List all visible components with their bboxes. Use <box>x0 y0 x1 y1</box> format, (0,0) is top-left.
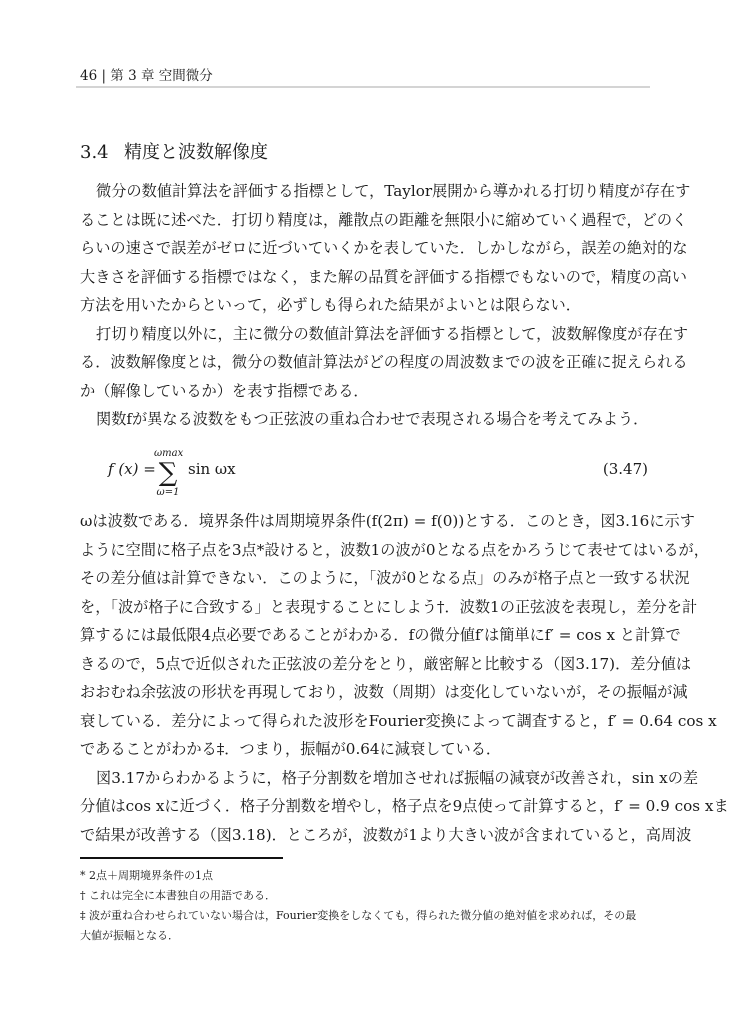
text-line: 図3.17からわかるように，格子分割数を増加させれば振幅の減衰が改善され，sin xの差 <box>96 768 699 787</box>
text-line: その差分値は計算できない．このように，「波が0となる点」のみが格子点と一致する状況 <box>80 569 690 588</box>
footnote: ‡ 波が重ね合わせられていない場合は，Fourier変換をしなくても，得られた微分値の絶対値を求めれば，その最 <box>80 909 637 922</box>
footnote: † これは完全に本書独自の用語である． <box>80 889 276 902</box>
equation-rhs: sin ωx <box>188 460 236 478</box>
text-line: 算するには最低限4点必要であることがわかる．fの微分値f′は簡単にf′ = cos x と計算で <box>80 626 681 645</box>
text-line: 関数fが異なる波数をもつ正弦波の重ね合わせで表現される場合を考えてみよう． <box>96 410 649 429</box>
section-heading <box>80 138 268 164</box>
text-line: 衰している．差分によって得られた波形をFourier変換によって調査すると，f′ = 0.64 cos x <box>80 711 717 730</box>
text-line: きるので，5点で近似された正弦波の差分をとり，厳密解と比較する（図3.17)．差分値は <box>80 654 692 673</box>
sum-lower-limit: ω=1 <box>156 487 180 498</box>
text-line: る．波数解像度とは，微分の数値計算法がどの程度の周波数までの波を正確に捉えられる <box>80 353 688 372</box>
text-line: ることは既に述べた．打切り精度は，離散点の距離を無限小に縮めていく過程で，どのく <box>80 210 688 229</box>
footnote-rule <box>80 857 283 859</box>
text-line: 方法を用いたからといって，必ずしも得られた結果がよいとは限らない． <box>80 296 581 315</box>
footnote: 大値が振幅となる． <box>80 929 179 942</box>
sum-symbol: ∑ <box>158 458 178 488</box>
text-line: らいの速さで誤差がゼロに近づいていくかを表していた．しかしながら，誤差の絶対的な <box>80 239 688 258</box>
equation-3-47 <box>80 448 648 504</box>
sum-upper-limit: ωmax <box>154 448 184 459</box>
equation-number: (3.47) <box>602 460 648 478</box>
equation-lhs: f (x) = <box>108 460 156 478</box>
text-line: ωは波数である．境界条件は周期境界条件(f(2π) = f(0))とする．このとき，図3.16に示す <box>80 512 695 530</box>
text-line: を，「波が格子に合致する」と表現することにしよう†．波数1の正弦波を表現し，差分を計 <box>80 597 698 616</box>
text-line: おおむね余弦波の形状を再現しており，波数（周期）は変化していないが，その振幅が減 <box>80 683 688 702</box>
text-line: 微分の数値計算法を評価する指標として，Taylor展開から導かれる打切り精度が存在す <box>96 182 691 200</box>
body-text-block-2 <box>80 507 729 850</box>
running-head: 46 | 第 3 章 空間微分 <box>80 68 213 84</box>
text-line: で結果が改善する（図3.18)．ところが，波数が1より大きい波が含まれていると，高周波 <box>80 826 692 845</box>
text-line: か（解像しているか）を表す指標である． <box>80 381 369 400</box>
footnote: * 2点＋周期境界条件の1点 <box>80 869 213 882</box>
header-rule <box>76 86 650 88</box>
section-number: 3.4 <box>80 142 109 163</box>
text-line: 大きさを評価する指標ではなく，また解の品質を評価する指標でもないので，精度の高い <box>80 267 687 286</box>
body-text-block-1 <box>80 177 691 434</box>
text-line: 分値はcos xに近づく．格子分割数を増やし，格子点を9点使って計算すると，f′ = 0.9 cos xま <box>80 797 729 816</box>
text-line: ように空間に格子点を3点*設けると，波数1の波が0となる点をかろうじて表せてはいるが， <box>80 540 709 559</box>
text-line: 打切り精度以外に，主に微分の数値計算法を評価する指標として，波数解像度が存在す <box>96 324 689 343</box>
summation <box>154 448 182 498</box>
section-title: 精度と波数解像度 <box>124 142 268 163</box>
text-line: であることがわかる‡．つまり，振幅が0.64に減衰している． <box>80 740 502 759</box>
footnotes <box>80 866 648 946</box>
